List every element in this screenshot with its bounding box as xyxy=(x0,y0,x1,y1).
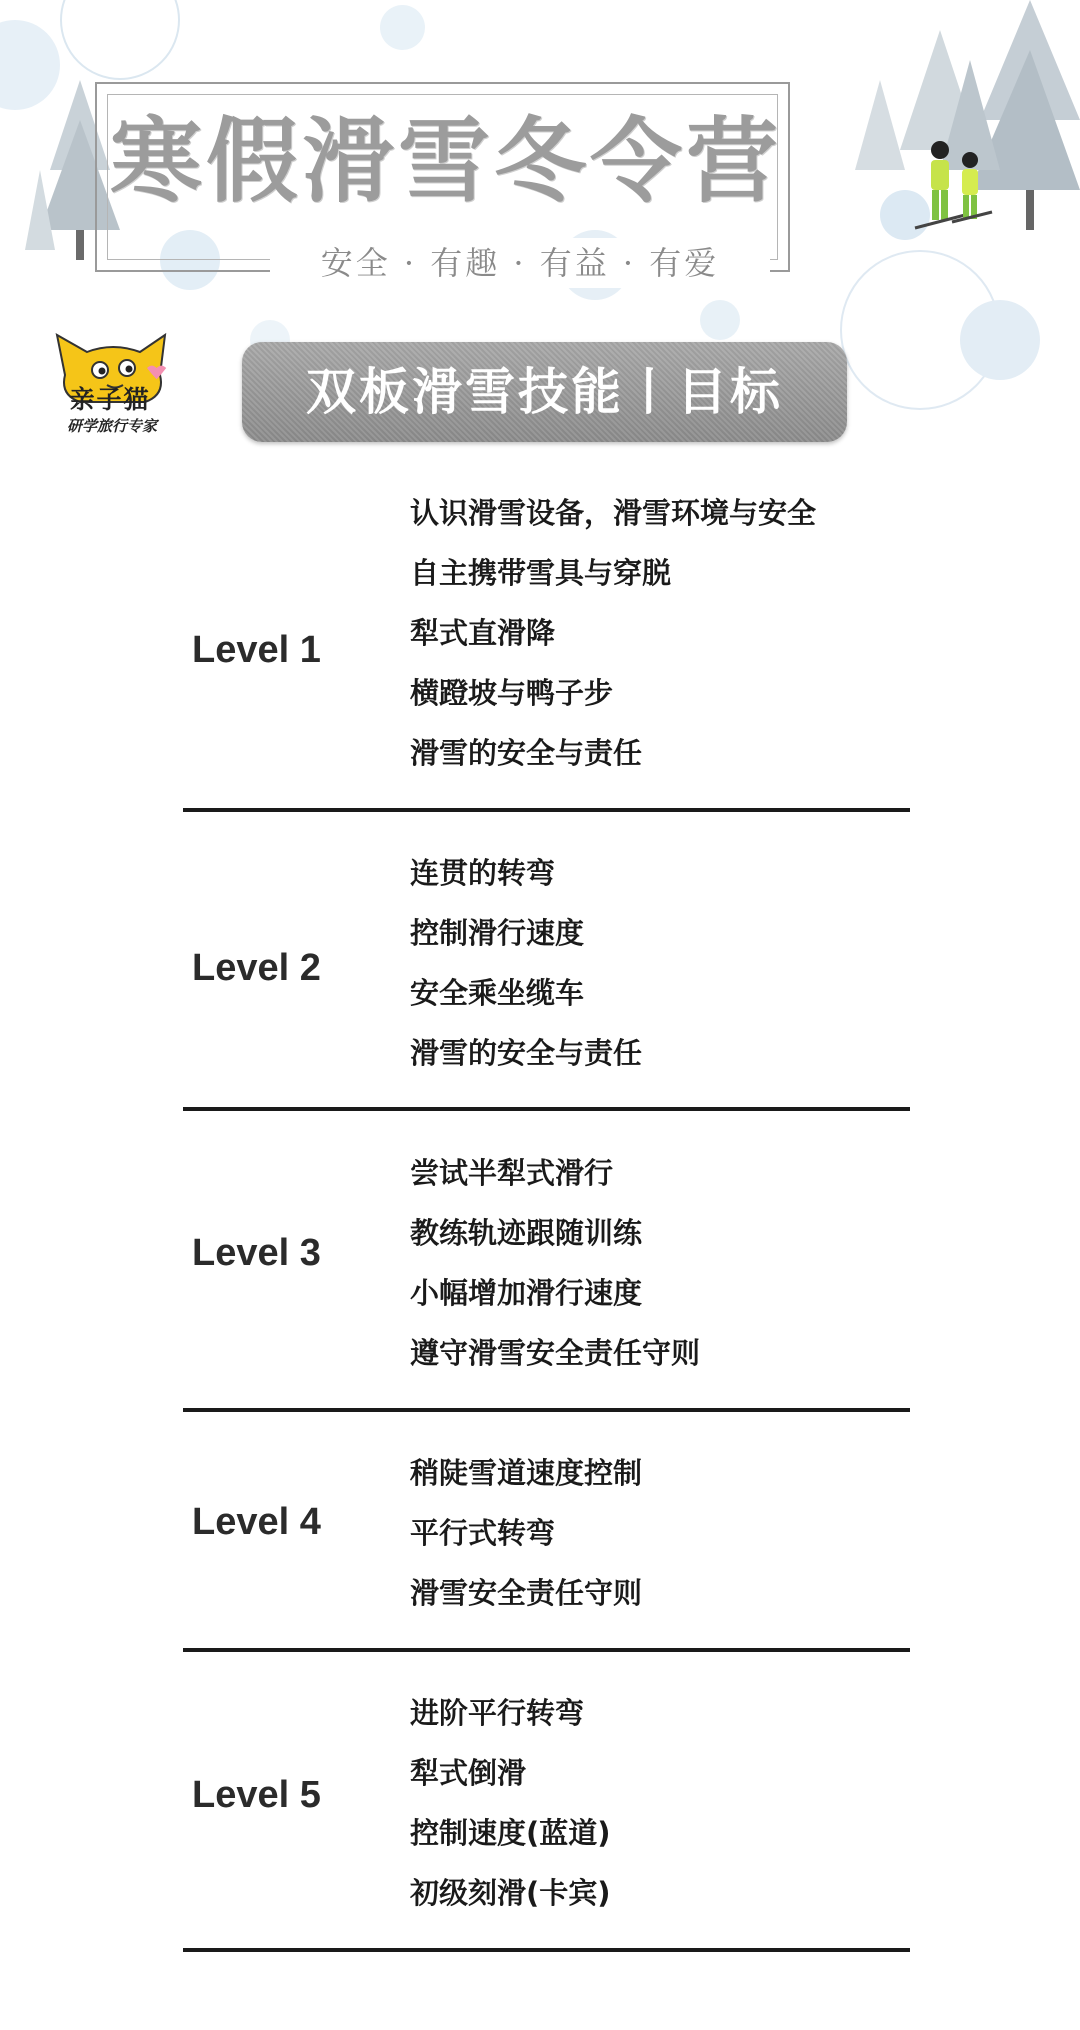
level-divider xyxy=(183,1107,910,1111)
level-label: Level 4 xyxy=(192,1501,321,1543)
level-item: 自主携带雪具与穿脱 xyxy=(410,556,672,590)
level-item: 安全乘坐缆车 xyxy=(410,976,585,1010)
level-item: 控制滑行速度 xyxy=(410,916,585,950)
level-item: 滑雪的安全与责任 xyxy=(410,736,643,770)
snow-bubble xyxy=(700,300,740,340)
level-item: 滑雪的安全与责任 xyxy=(410,1036,643,1070)
level-label: Level 1 xyxy=(192,629,321,671)
level-item: 初级刻滑(卡宾) xyxy=(410,1876,611,1910)
snow-bubble xyxy=(380,5,425,50)
level-label: Level 5 xyxy=(192,1774,321,1816)
level-item: 控制速度(蓝道) xyxy=(410,1816,611,1850)
snow-bubble xyxy=(960,300,1040,380)
logo-tagline: 研学旅行专家 xyxy=(66,417,157,435)
level-item: 进阶平行转弯 xyxy=(410,1696,585,1730)
level-label: Level 3 xyxy=(192,1232,321,1274)
level-divider xyxy=(183,1408,910,1412)
section-banner: 双板滑雪技能丨目标 xyxy=(242,342,847,442)
level-divider xyxy=(183,1948,910,1952)
level-item: 平行式转弯 xyxy=(410,1516,556,1550)
page-title: 寒假滑雪冬令营 xyxy=(110,107,783,215)
level-item: 认识滑雪设备，滑雪环境与安全 xyxy=(410,496,817,530)
page-subtitle: 安全 · 有趣 · 有益 · 有爱 xyxy=(270,238,770,288)
level-item: 横蹬坡与鸭子步 xyxy=(410,676,614,710)
level-item: 尝试半犁式滑行 xyxy=(410,1156,614,1190)
level-item: 犁式倒滑 xyxy=(410,1756,527,1790)
logo-name: 亲子猫 xyxy=(69,385,151,414)
level-item: 小幅增加滑行速度 xyxy=(410,1276,643,1310)
level-label: Level 2 xyxy=(192,947,321,989)
level-item: 稍陡雪道速度控制 xyxy=(410,1456,643,1490)
level-divider xyxy=(183,1648,910,1652)
level-item: 犁式直滑降 xyxy=(410,616,556,650)
level-item: 教练轨迹跟随训练 xyxy=(410,1216,643,1250)
level-item: 连贯的转弯 xyxy=(410,856,556,890)
level-item: 滑雪安全责任守则 xyxy=(410,1576,643,1610)
level-divider xyxy=(183,808,910,812)
snowy-trees-with-skiers xyxy=(780,0,1080,300)
snow-bubble xyxy=(60,0,180,80)
level-item: 遵守滑雪安全责任守则 xyxy=(410,1336,701,1370)
